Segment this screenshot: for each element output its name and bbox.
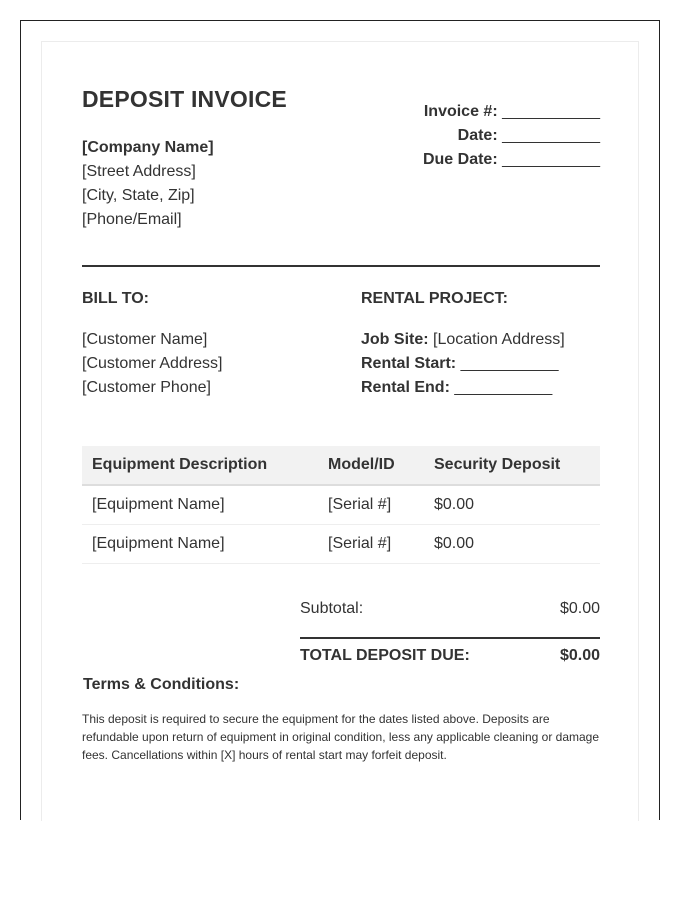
table-row (82, 525, 600, 564)
bill-to-heading: BILL TO: (82, 290, 149, 307)
rental-start-blank: ___________ (460, 355, 559, 372)
rental-start-label: Rental Start: (361, 355, 457, 372)
terms-text: This deposit is required to secure the equipment for the dates listed above. Deposits are refundable upon return of equipment in original condition, less any applicable cleaning or damage fees. Cancellations within [X] hours of rental start may forfeit deposit. (82, 712, 600, 762)
rental-end-blank: ___________ (454, 379, 553, 396)
rental-project-block (361, 328, 565, 400)
job-site-label: Job Site: (361, 331, 429, 348)
model-id-cell: [Serial #] (318, 525, 424, 564)
totals-divider (300, 637, 600, 639)
column-header-deposit: Security Deposit (424, 446, 600, 485)
equipment-table (82, 446, 600, 564)
column-header-description: Equipment Description (82, 446, 318, 485)
invoice-meta (423, 100, 600, 172)
customer-address: [Customer Address] (82, 355, 223, 372)
deposit-cell: $0.00 (424, 525, 600, 564)
company-city: [City, State, Zip] (82, 187, 195, 204)
job-site-value: [Location Address] (433, 331, 565, 348)
equipment-name-cell: [Equipment Name] (82, 525, 318, 564)
subtotal-label: Subtotal: (300, 600, 364, 617)
invoice-number-label: Invoice #: (423, 103, 498, 120)
subtotal-value: $0.00 (559, 600, 600, 617)
table-header-row (82, 446, 600, 485)
company-contact: [Phone/Email] (82, 211, 182, 228)
customer-phone: [Customer Phone] (82, 379, 211, 396)
rental-start-row (361, 352, 565, 376)
column-header-model: Model/ID (318, 446, 424, 485)
invoice-number-row (423, 100, 600, 124)
due-date-row (423, 148, 600, 172)
due-date-blank: ___________ (502, 151, 600, 168)
company-name: [Company Name] (82, 139, 214, 156)
subtotal-row (300, 600, 600, 618)
company-block (82, 136, 214, 232)
table-row (82, 485, 600, 525)
rental-project-heading: RENTAL PROJECT: (361, 290, 508, 307)
invoice-date-blank: ___________ (502, 127, 600, 144)
total-due-value: $0.00 (559, 647, 600, 664)
model-id-cell: [Serial #] (318, 485, 424, 525)
job-site-row (361, 328, 565, 352)
deposit-cell: $0.00 (424, 485, 600, 525)
invoice-number-blank: ___________ (502, 103, 600, 120)
rental-end-label: Rental End: (361, 379, 450, 396)
invoice-title: DEPOSIT INVOICE (82, 86, 287, 112)
company-street: [Street Address] (82, 163, 196, 180)
due-date-label: Due Date: (422, 151, 498, 168)
rental-end-row (361, 376, 565, 400)
terms-heading: Terms & Conditions: (83, 676, 240, 693)
bill-to-block (82, 328, 223, 400)
invoice-date-row (423, 124, 600, 148)
customer-name: [Customer Name] (82, 331, 208, 348)
total-due-label: TOTAL DEPOSIT DUE: (300, 647, 470, 664)
equipment-name-cell: [Equipment Name] (82, 485, 318, 525)
invoice-date-label: Date: (457, 127, 498, 144)
header-divider (82, 265, 600, 267)
total-due-row (300, 647, 600, 665)
